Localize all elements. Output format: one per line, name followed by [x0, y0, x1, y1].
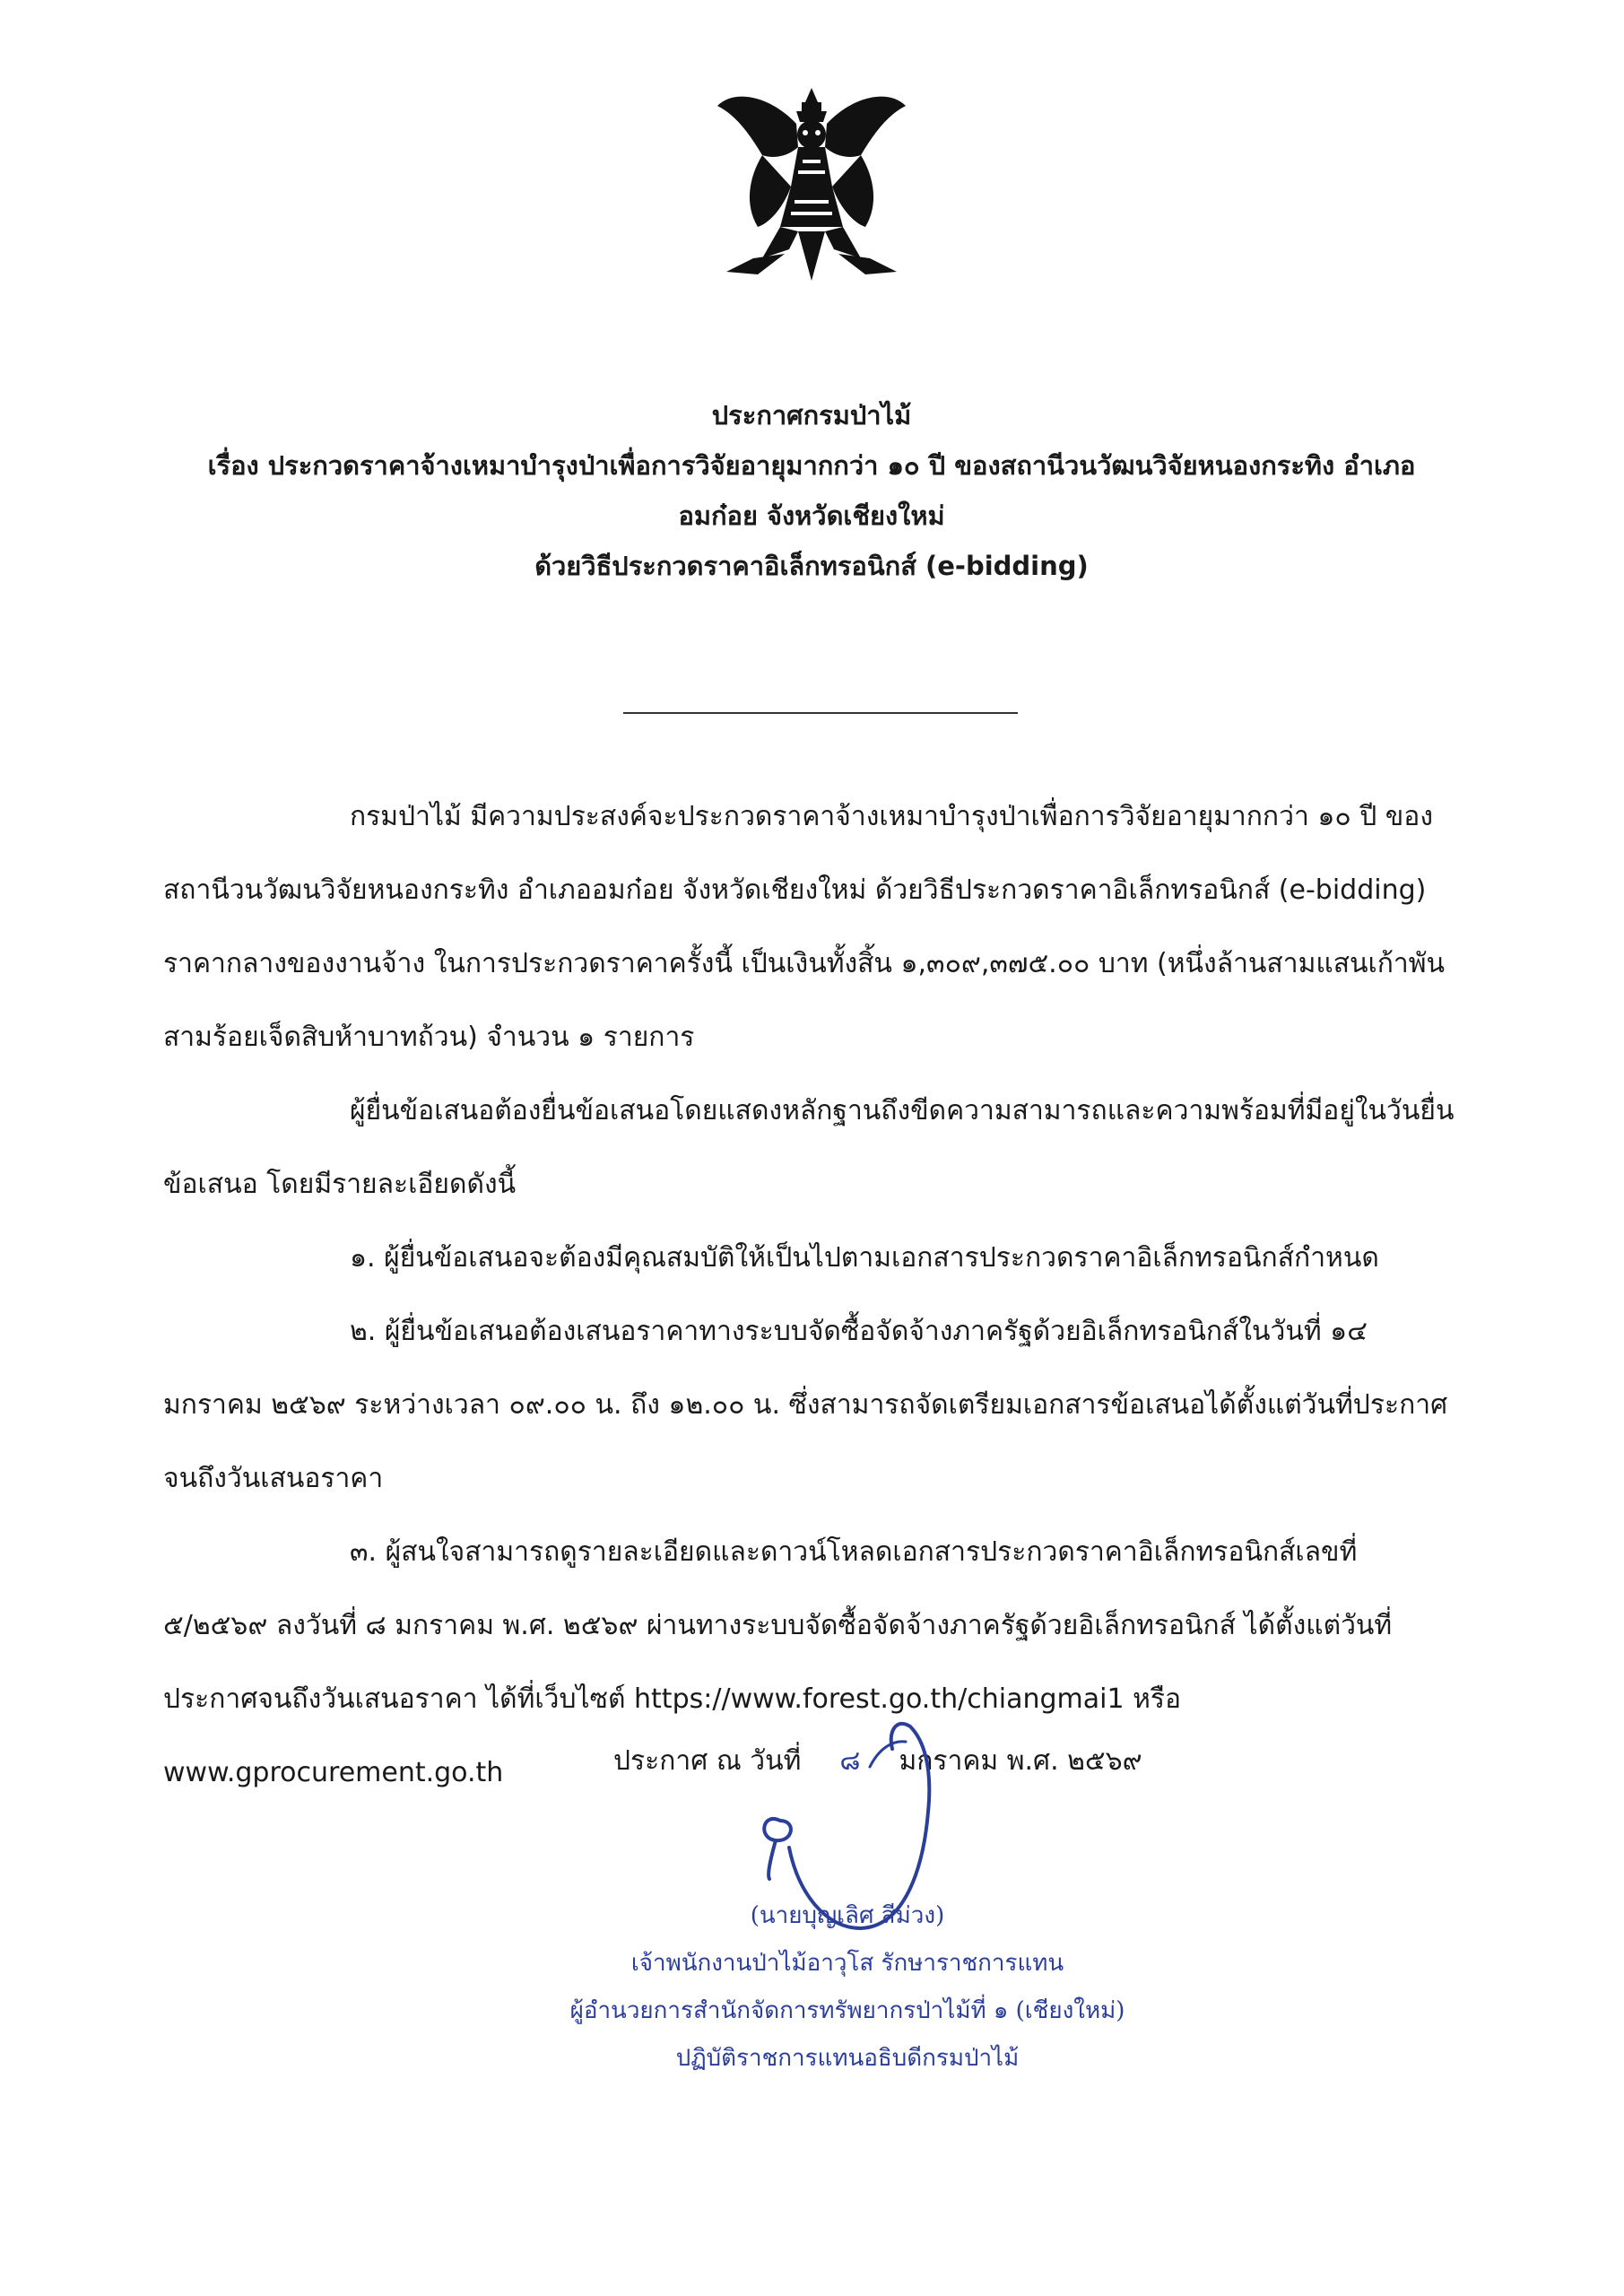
- signatory-position: เจ้าพนักงานป่าไม้อาวุโส รักษาราชการแทน: [630, 1950, 1064, 1977]
- title-divider: [623, 712, 1018, 714]
- date-day: ๘: [839, 1745, 861, 1777]
- garuda-emblem-icon: [708, 70, 915, 294]
- date-month-year: มกราคม พ.ศ. ๒๕๖๙: [899, 1745, 1142, 1777]
- body-line: สามร้อยเจ็ดสิบห้าบาทถ้วน) จำนวน ๑ รายการ: [163, 1022, 695, 1053]
- title-subject-line-3: ด้วยวิธีประกวดราคาอิเล็กทรอนิกส์ (e-bidding): [534, 551, 1089, 581]
- body-line: กรมป่าไม้ มีความประสงค์จะประกวดราคาจ้างเหมาบำรุงป่าเพื่อการวิจัยอายุมากกว่า ๑๐ ปี ของ: [350, 801, 1433, 832]
- body-line: ๕/๒๕๖๙ ลงวันที่ ๘ มกราคม พ.ศ. ๒๕๖๙ ผ่านทางระบบจัดซื้อจัดจ้างภาครัฐด้วยอิเล็กทรอนิกส์ ได้ตั้งแต่วันที่: [163, 1610, 1393, 1641]
- body-line: ข้อเสนอ โดยมีรายละเอียดดังนี้: [163, 1169, 517, 1200]
- announcement-body: [163, 780, 1455, 1810]
- list-item-3: ๓. ผู้สนใจสามารถดูรายละเอียดและดาวน์โหลดเอกสารประกวดราคาอิเล็กทรอนิกส์เลขที่: [350, 1536, 1358, 1568]
- website-link[interactable]: www.gprocurement.go.th: [163, 1757, 504, 1788]
- title-heading: ประกาศกรมป่าไม้: [711, 400, 912, 430]
- signatory-name: (นายบุญเลิศ สีม่วง): [750, 1902, 945, 1929]
- body-line: ประกาศจนถึงวันเสนอราคา ได้ที่เว็บไซต์ https://www.forest.go.th/chiangmai1 หรือ: [163, 1683, 1181, 1715]
- signatory-position: ผู้อำนวยการสำนักจัดการทรัพยากรป่าไม้ที่ ๑ (เชียงใหม่): [569, 1997, 1125, 2024]
- signatory-position: ปฏิบัติราชการแทนอธิบดีกรมป่าไม้: [675, 2045, 1020, 2072]
- body-line: จนถึงวันเสนอราคา: [163, 1463, 384, 1494]
- list-item-2: ๒. ผู้ยื่นข้อเสนอต้องเสนอราคาทางระบบจัดซื้อจัดจ้างภาครัฐด้วยอิเล็กทรอนิกส์ในวันที่ ๑๔: [350, 1316, 1368, 1347]
- title-subject-line-2: อมก๋อย จังหวัดเชียงใหม่: [678, 500, 945, 531]
- list-item-1: ๑. ผู้ยื่นข้อเสนอจะต้องมีคุณสมบัติให้เป็นไปตามเอกสารประกวดราคาอิเล็กทรอนิกส์กำหนด: [350, 1242, 1379, 1274]
- signature-block: [538, 1892, 1157, 2083]
- body-line: ราคากลางของงานจ้าง ในการประกวดราคาครั้งนี้ เป็นเงินทั้งสิ้น ๑,๓๐๙,๓๗๕.๐๐ บาท (หนึ่งล้านสามแสนเก้าพัน: [163, 948, 1446, 979]
- body-line: สถานีวนวัฒนวิจัยหนองกระทิง อำเภออมก๋อย จังหวัดเชียงใหม่ ด้วยวิธีประกวดราคาอิเล็กทรอนิกส์ (e-bidding): [163, 874, 1427, 906]
- title-subject-line-1: เรื่อง ประกวดราคาจ้างเหมาบำรุงป่าเพื่อการวิจัยอายุมากกว่า ๑๐ ปี ของสถานีวนวัฒนวิจัยหนองกระทิง อำเภอ: [207, 450, 1416, 481]
- announcement-title: [126, 390, 1498, 591]
- date-prefix: ประกาศ ณ วันที่: [613, 1745, 802, 1777]
- body-line: มกราคม ๒๕๖๙ ระหว่างเวลา ๐๙.๐๐ น. ถึง ๑๒.๐๐ น. ซึ่งสามารถจัดเตรียมเอกสารข้อเสนอได้ตั้งแต่วันที่ประกาศ: [163, 1389, 1448, 1421]
- body-line: ผู้ยื่นข้อเสนอต้องยื่นข้อเสนอโดยแสดงหลักฐานถึงขีดความสามารถและความพร้อมที่มีอยู่ในวันยื่น: [350, 1095, 1455, 1126]
